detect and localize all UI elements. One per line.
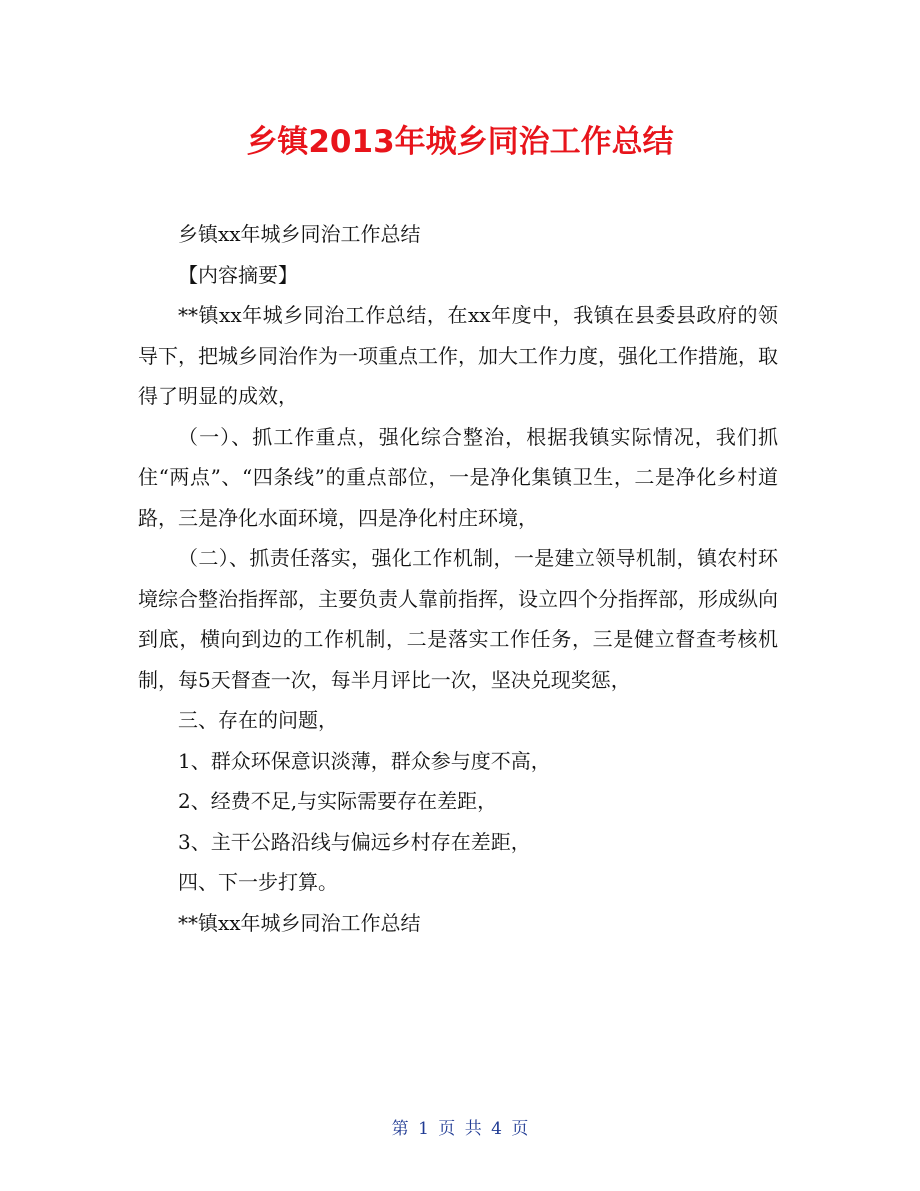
paragraph-problems-heading: 三、存在的问题， bbox=[178, 708, 338, 732]
paragraph-problem-2: 2、经费不足,与实际需要存在差距， bbox=[178, 789, 498, 813]
paragraph-subtitle: 乡镇xx年城乡同治工作总结 bbox=[178, 222, 421, 246]
paragraph-next-steps-heading: 四、下一步打算。 bbox=[178, 870, 338, 894]
paragraph-section-one: （一）、抓工作重点，强化综合整治，根据我镇实际情况，我们抓住“两点”、“四条线”的重点部位，一是净化集镇卫生，二是净化乡村道路，三是净化水面环境，四是净化村庄环境， bbox=[138, 424, 778, 530]
page-number-footer: 第 1 页 共 4 页 bbox=[391, 1119, 529, 1139]
document-title: 乡镇2013年城乡同治工作总结 bbox=[246, 124, 674, 160]
paragraph-section-two: （二）、抓责任落实，强化工作机制，一是建立领导机制，镇农村环境综合整治指挥部，主要负责人靠前指挥，设立四个分指挥部，形成纵向到底，横向到边的工作机制，二是落实工作任务，三是健立督查考核机制，每5天督查一次，每半月评比一次，坚决兑现奖惩， bbox=[138, 546, 778, 692]
paragraph-problem-1: 1、群众环保意识淡薄，群众参与度不高， bbox=[178, 748, 551, 773]
paragraph-problem-3: 3、主干公路沿线与偏远乡村存在差距， bbox=[178, 829, 531, 854]
document-body bbox=[138, 214, 778, 943]
paragraph-closing-title: **镇xx年城乡同治工作总结 bbox=[178, 910, 421, 935]
paragraph-intro: **镇xx年城乡同治工作总结，在xx年度中，我镇在县委县政府的领导下，把城乡同治作为一项重点工作，加大工作力度，强化工作措施，取得了明显的成效， bbox=[138, 303, 778, 408]
paragraph-summary-heading: 【内容摘要】 bbox=[178, 262, 298, 287]
